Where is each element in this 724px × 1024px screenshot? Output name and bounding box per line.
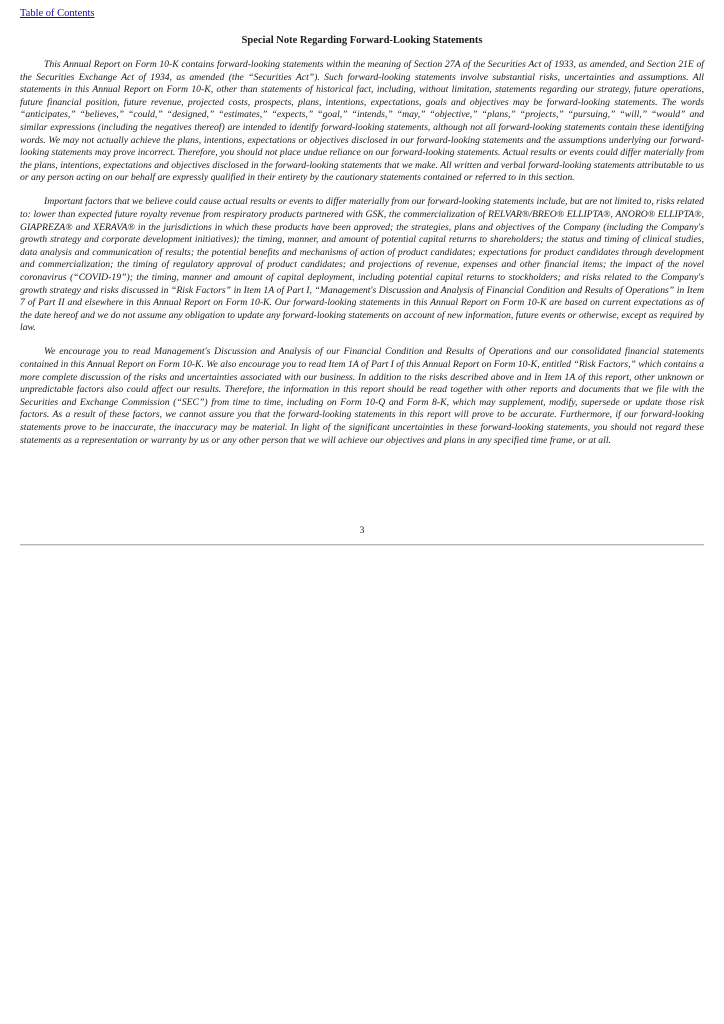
paragraph-forward-looking-intro: This Annual Report on Form 10-K contains forward-looking statements within the meaning of Section 27A of the Securities Act of 1933, as amended, and Section 21E of the Securities Exchange Act of 1934, as amended (the “Securities Act”). Such forward-looking statements involve substantial risks, uncertainties and assumptions. All statements in this Annual Report on Form 10-K, other than statements of historical fact, including, without limitation, statements regarding our strategy, future operations, future financial position, future revenue, projected costs, prospects, plans, intentions, expectations, goals and objectives may be forward-looking statements. The words “anticipates,” “believes,” “could,” “designed,” “estimates,” “expects,” “goal,” “intends,” “may,” “objective,” “plans,” “projects,” “pursuing,” “will,” “would” and similar expressions (including the negatives thereof) are intended to identify forward-looking statements, although not all forward-looking statements contain these identifying words. We may not actually achieve the plans, intentions, expectations or objectives disclosed in our forward-looking statements and the assumptions underlying our forward-looking statements may prove incorrect. Therefore, you should not place undue reliance on our forward-looking statements. Actual results or events could differ materially from the plans, intentions, expectations and objectives disclosed in the forward-looking statements that we make. All written and verbal forward-looking statements attributable to us or any person acting on our behalf are expressly qualified in their entirety by the cautionary statements contained or referred to in this section. [20,59,704,184]
paragraph-important-factors: Important factors that we believe could cause actual results or events to differ materially from our forward-looking statements include, but are not limited to, risks related to: lower than expected future royalty revenue from respiratory products partnered with GSK, the commercialization of RELVAR®/BREO® ELLIPTA®, ANORO® ELLIPTA®, GIAPREZA® and XERAVA® in the jurisdictions in which these products have been approved; the strategies, plans and objectives of the Company (including the Company's growth strategy and corporate development initiatives); the timing, manner, and amount of potential capital returns to shareholders; the status and timing of clinical studies, data analysis and communication of results; the potential benefits and mechanisms of action of product candidates; expectations for product candidates through development and commercialization; the timing of regulatory approval of product candidates; and projections of revenue, expenses and other financial items; the impact of the novel coronavirus (“COVID-19”); the timing, manner and amount of capital deployment, including potential capital returns to stockholders; and risks related to the Company's growth strategy and risks discussed in “Risk Factors” in Item 1A of Part I, “Management's Discussion and Analysis of Financial Condition and Results of Operations” in Item 7 of Part II and elsewhere in this Annual Report on Form 10-K. Our forward-looking statements in this Annual Report on Form 10-K are based on current expectations as of the date hereof and we do not assume any obligation to update any forward-looking statements on account of new information, future events or otherwise, except as required by law. [20,196,704,334]
page-divider [20,544,704,546]
table-of-contents-link[interactable]: Table of Contents [20,8,95,19]
section-body [20,59,704,459]
paragraph-encouragement: We encourage you to read Management's Discussion and Analysis of our Financial Condition and Results of Operations and our consolidated financial statements contained in this Annual Report on Form 10-K. We also encourage you to read Item 1A of Part I of this Annual Report on Form 10-K, entitled “Risk Factors,” which contains a more complete discussion of the risks and uncertainties associated with our business. In addition to the risks described above and in Item 1A of this report, other unknown or unpredictable factors also could affect our results. Therefore, the information in this report should be read together with other reports and documents that we file with the Securities and Exchange Commission (“SEC”) from time to time, including on Form 10-Q and Form 8-K, which may supplement, modify, supersede or update those risk factors. As a result of these factors, we cannot assure you that the forward-looking statements in this report will prove to be accurate. Furthermore, if our forward-looking statements prove to be inaccurate, the inaccuracy may be material. In light of the significant uncertainties in these forward-looking statements, you should not regard these statements as a representation or warranty by us or any other person that we will achieve our objectives and plans in any specified time frame, or at all. [20,346,704,446]
section-title: Special Note Regarding Forward-Looking Statements [241,35,483,46]
page-number: 3 [359,526,365,536]
